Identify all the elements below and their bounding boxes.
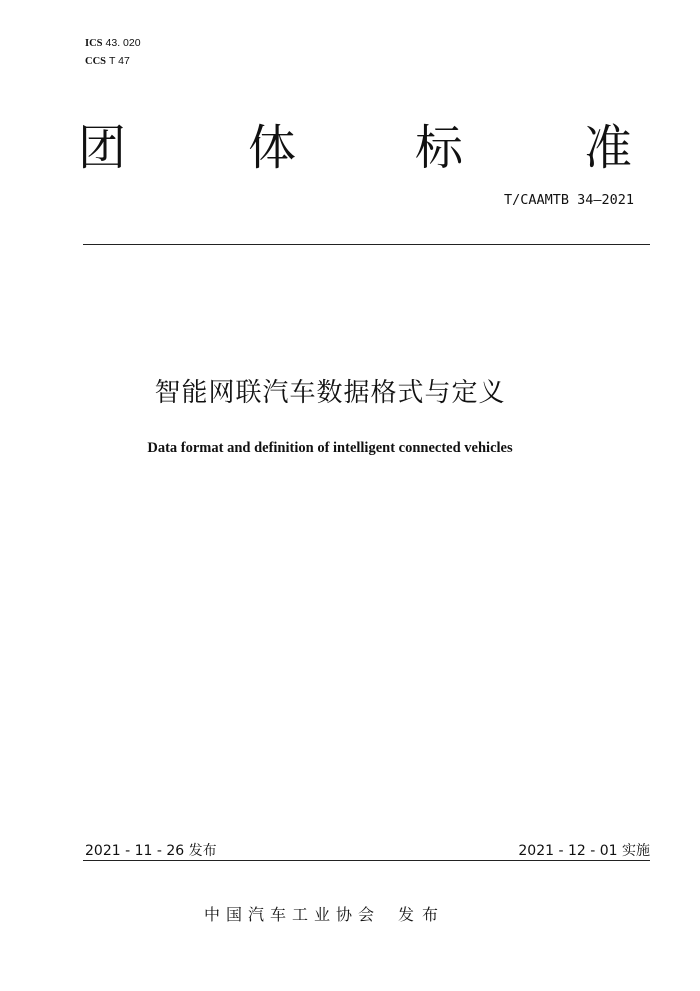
standard-type-char-4: 准: [583, 120, 632, 176]
footer-divider: [83, 860, 650, 861]
standard-type-char-3: 标: [414, 120, 463, 176]
document-title-cn: 智能网联汽车数据格式与定义: [154, 378, 506, 408]
ccs-code-line: [85, 55, 130, 68]
implement-date: 2021 - 12 - 01 实施: [518, 843, 650, 859]
standard-type-char-1: 团: [77, 120, 126, 176]
ccs-value: T 47: [109, 55, 130, 67]
header-divider: [83, 244, 650, 245]
standard-type-char-2: 体: [247, 120, 296, 176]
ics-code-line: [85, 37, 141, 50]
document-title-en: Data format and definition of intelligent connected vehicles: [147, 440, 513, 456]
issuer-organization: 中国汽车工业协会: [203, 905, 380, 924]
ccs-label: CCS: [85, 56, 107, 67]
standard-code: T/CAAMTB 34—2021: [503, 192, 634, 208]
issuer-verb: 发布: [398, 905, 447, 924]
ics-value: 43. 020: [105, 37, 141, 49]
issuer-line: [0, 902, 700, 925]
ics-label: ICS: [85, 38, 103, 49]
publish-date: 2021 - 11 - 26 发布: [85, 843, 217, 859]
